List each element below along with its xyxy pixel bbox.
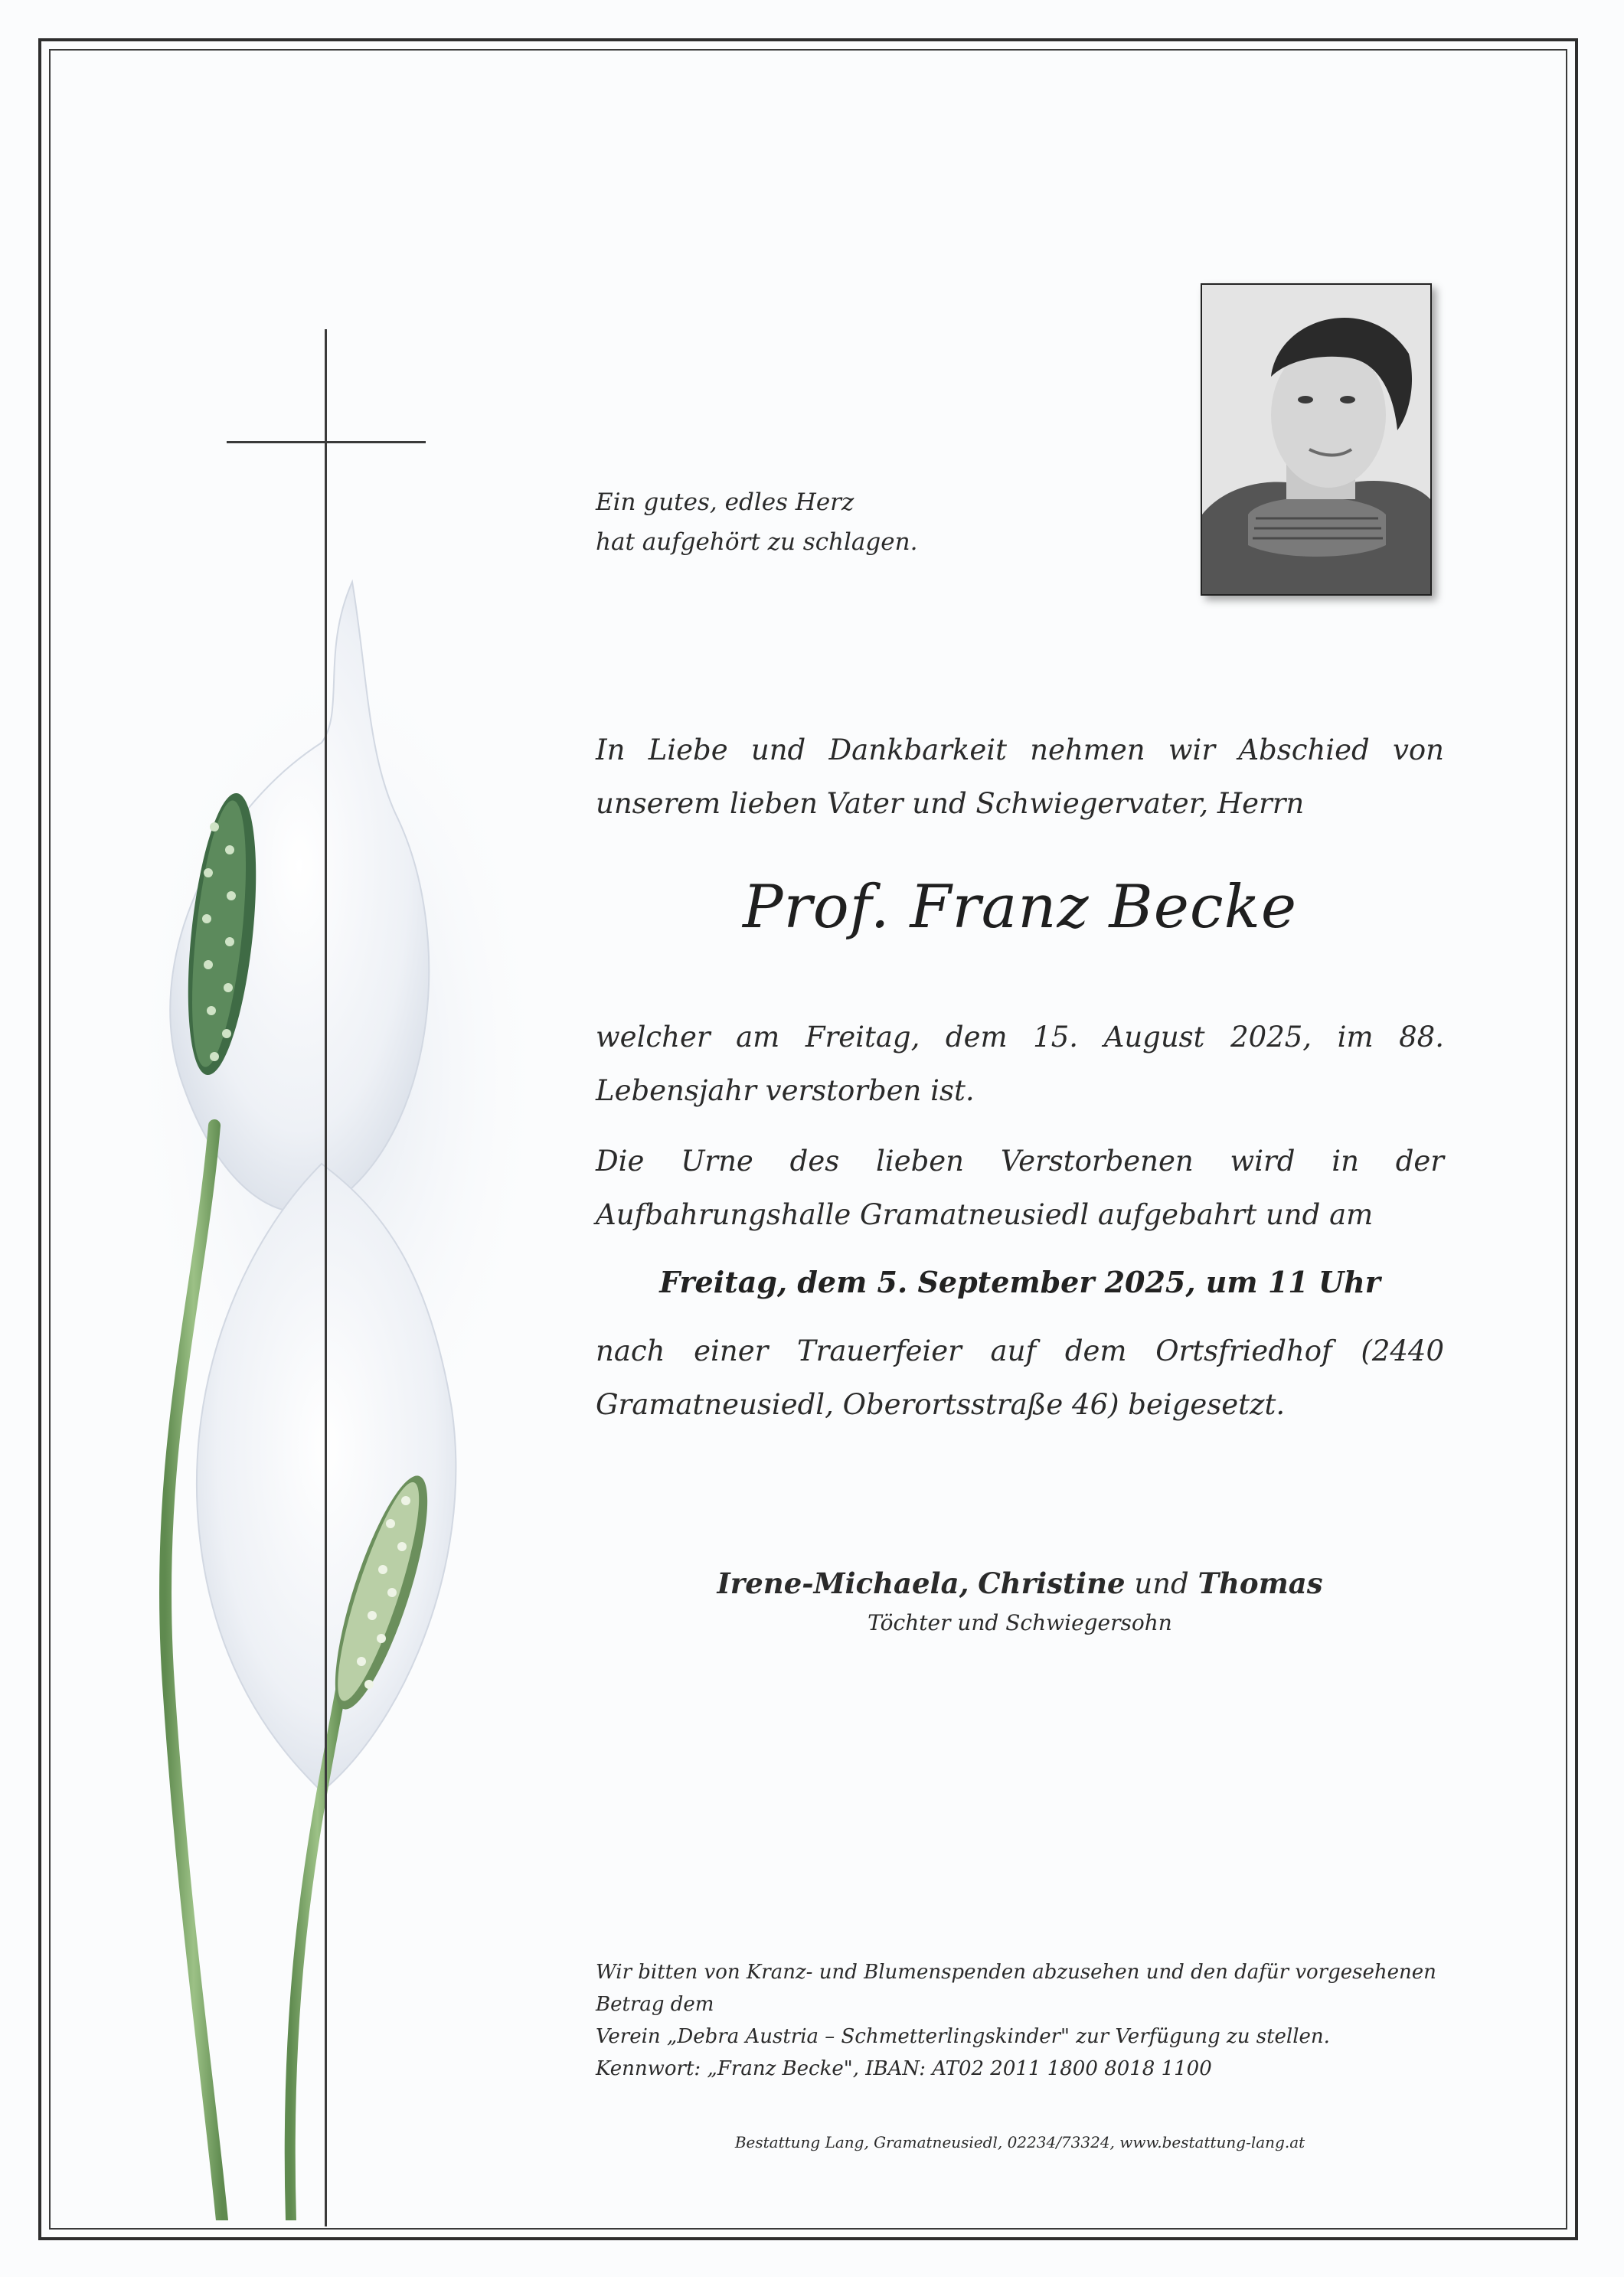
donation-line-1: Wir bitten von Kranz- und Blumenspenden abzusehen und den dafür vorgesehenen Betrag dem [596, 1961, 1436, 2016]
portrait-photo [1201, 283, 1432, 596]
donation-line-3: Kennwort: „Franz Becke", IBAN: AT02 2011 1800 8018 1100 [596, 2057, 1212, 2080]
cross-horizontal-bar [227, 441, 426, 443]
intro-text: In Liebe und Dankbarkeit nehmen wir Abschied von unserem lieben Vater und Schwiegervater, Herrn [596, 733, 1444, 820]
peace-lily-illustration [92, 536, 567, 2220]
mourner-2: Christine [978, 1566, 1126, 1600]
cross-vertical-bar [325, 329, 327, 2226]
mourners [596, 1562, 1444, 1606]
portrait-silhouette [1202, 285, 1430, 594]
funeral-date: Freitag, dem 5. September 2025, um 11 Uhr [659, 1265, 1381, 1299]
funeral-home-footer: Bestattung Lang, Gramatneusiedl, 02234/73324, www.bestattung-lang.at [734, 2133, 1305, 2151]
deceased-name: Prof. Franz Becke [742, 873, 1298, 942]
motto-line-2: hat aufgehört zu schlagen. [596, 528, 918, 556]
urn-notice: Die Urne des lieben Verstorbenen wird in der Aufbahrungshalle Gramatneusiedl aufgebahrt und am [596, 1145, 1444, 1231]
burial-notice: nach einer Trauerfeier auf dem Ortsfriedhof (2440 Gramatneusiedl, Oberortsstraße 46) beigesetzt. [596, 1335, 1444, 1421]
death-notice: welcher am Freitag, dem 15. August 2025, im 88. Lebensjahr verstorben ist. [596, 1021, 1444, 1107]
mourners-connector: und [1134, 1567, 1189, 1600]
mourner-1: Irene-Michaela, [717, 1566, 969, 1600]
donation-request [596, 1956, 1444, 2085]
mourners-relation: Töchter und Schwiegersohn [868, 1610, 1172, 1635]
mourner-3: Thomas [1198, 1566, 1323, 1600]
motto [596, 482, 917, 562]
donation-line-2: Verein „Debra Austria – Schmetterlingskinder" zur Verfügung zu stellen. [596, 2025, 1330, 2048]
motto-line-1: Ein gutes, edles Herz [596, 488, 854, 516]
